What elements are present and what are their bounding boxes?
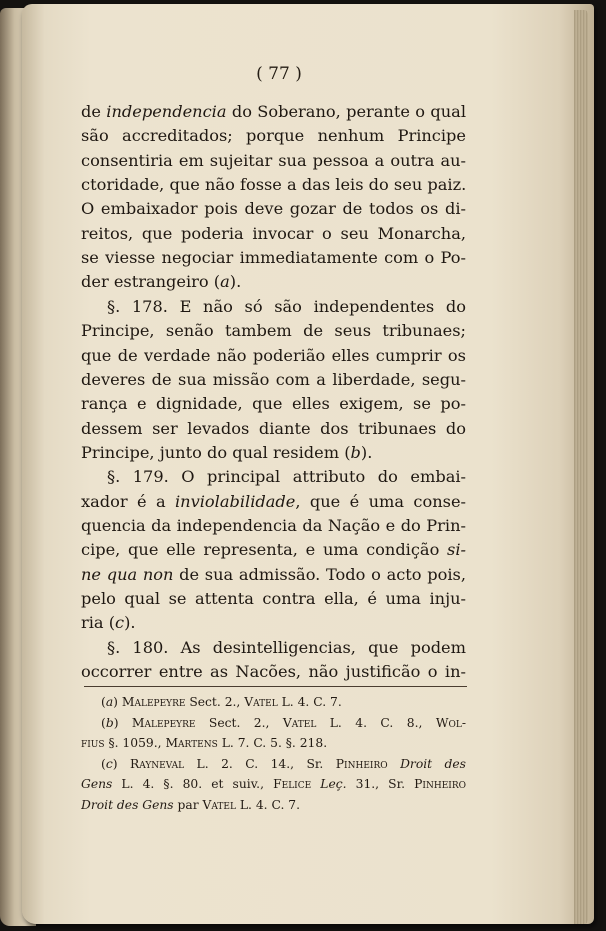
text-run: rança e dignidade, que elles exigem, se po- (81, 394, 466, 414)
text-run: cipe, que elle representa, e uma condição (81, 540, 448, 560)
text-line (81, 514, 466, 538)
page-number: ( 77 ) (256, 64, 302, 84)
text-run: a (220, 272, 230, 292)
text-run: Vatel (282, 715, 317, 730)
text-run: ( (101, 756, 106, 771)
text-run: ( (101, 715, 106, 730)
text-run (388, 757, 400, 771)
text-run: Droit des (400, 756, 466, 771)
text-run: de sua admissão. Todo o acto pois, (173, 564, 466, 584)
text-run: ) (113, 715, 132, 730)
footnote-line (81, 795, 466, 815)
text-line (81, 222, 466, 246)
text-run: L. 4. §. 80. et suiv., (112, 777, 274, 791)
text-run: Gens (81, 777, 113, 791)
text-run: b (350, 442, 361, 462)
text-run: se viesse negociar immediatamente com o Po- (81, 248, 466, 268)
text-run: ). (229, 272, 242, 292)
text-run: par (173, 797, 203, 812)
text-run: xador é a (81, 491, 175, 511)
text-run: deveres de sua missão com a liberdade, segu- (81, 369, 466, 389)
text-run: Vatel (202, 797, 236, 812)
text-run: ) (113, 695, 122, 709)
text-run: Malepeyre (121, 695, 186, 709)
text-run: Sect. 2., (195, 715, 283, 730)
text-line (81, 270, 466, 294)
text-line (81, 490, 466, 514)
text-run: Martens (165, 736, 218, 750)
text-run: Leç. (320, 777, 347, 791)
text-run: ). (360, 442, 373, 462)
text-line (81, 417, 466, 441)
text-run: §. 180. As desintelligencias, que podem (107, 637, 466, 657)
text-run: Felice (273, 777, 312, 791)
text-run: dessem ser levados diante dos tribunaes do (81, 418, 466, 438)
text-line (81, 319, 466, 343)
text-line (81, 392, 466, 416)
page-stack-edge (574, 10, 588, 924)
text-run: L. 2. C. 14., Sr. (184, 756, 336, 771)
text-run: Rayneval (129, 756, 185, 771)
text-run: de (81, 102, 107, 121)
footnote-rule (84, 686, 467, 687)
text-run: ctoridade, que não fosse a das leis do seu paiz. (81, 175, 466, 195)
text-run (311, 777, 320, 791)
text-line (81, 636, 466, 660)
text-run: ria ( (81, 613, 116, 633)
text-line (81, 611, 466, 635)
footnote-line (81, 754, 466, 774)
text-run: são accreditados; porque nenhum Principe (81, 126, 466, 146)
text-line (81, 124, 466, 148)
text-run: a (105, 695, 114, 709)
text-line (81, 149, 466, 173)
text-run: c (115, 613, 125, 633)
text-run: Wol- (435, 715, 466, 730)
text-line (81, 465, 466, 489)
text-run: L. 4. C. 8., (316, 715, 436, 730)
text-run: O embaixador pois deve gozar de todos os di- (81, 199, 466, 219)
text-line (81, 563, 466, 587)
text-run: do Soberano, perante o qual (226, 102, 466, 121)
text-line (81, 197, 466, 221)
text-run: , que é uma conse- (295, 491, 466, 511)
text-run: que de verdade não poderião elles cumprir os (81, 345, 466, 365)
text-run: Sect. 2., (185, 695, 245, 709)
footnote-line (81, 774, 466, 794)
footnote-line (81, 733, 466, 753)
footnote-line (81, 692, 466, 712)
text-run: §. 179. O principal attributo do embai- (107, 467, 466, 487)
text-line (81, 295, 466, 319)
text-run: independencia (106, 102, 227, 121)
text-run: Principe, junto do qual residem ( (81, 442, 351, 462)
text-run: Malepeyre (131, 715, 196, 730)
text-run: quencia da independencia da Nação e do Prin- (81, 515, 466, 535)
text-run: ). (124, 613, 136, 633)
text-run: occorrer entre as Nacões, não justificão o in- (81, 662, 466, 682)
text-run: ne qua non (81, 564, 174, 584)
text-run: §. 178. E não só são independentes do (107, 296, 466, 316)
text-run: fius (81, 736, 105, 750)
text-line (81, 100, 466, 124)
text-run: ) (112, 756, 130, 771)
text-run: L. 7. C. 5. §. 218. (217, 736, 328, 750)
text-run: c (105, 756, 113, 771)
text-line (81, 368, 466, 392)
text-line (81, 344, 466, 368)
text-run: si- (447, 540, 466, 560)
text-line (81, 173, 466, 197)
text-run: Pinheiro (335, 756, 388, 771)
text-run: b (105, 715, 114, 730)
text-run: Pinheiro (414, 777, 466, 791)
text-run: der estrangeiro ( (81, 272, 221, 292)
text-run: §. 1059., (104, 736, 166, 750)
text-run: pelo qual se attenta contra ella, é uma inju- (81, 589, 466, 608)
text-run: L. 4. C. 7. (277, 695, 342, 709)
text-line (81, 587, 466, 611)
text-run: 31., Sr. (346, 777, 415, 791)
text-run: inviolabilidade (175, 491, 296, 511)
footnote-line (81, 713, 466, 733)
text-run: consentiria em sujeitar sua pessoa a outra au- (81, 150, 466, 170)
text-line (81, 246, 466, 270)
text-run: L. 4. C. 7. (235, 797, 301, 812)
text-run: ( (101, 695, 106, 709)
text-run: Droit des Gens (81, 797, 174, 812)
text-line (81, 441, 466, 465)
text-run: Vatel (244, 695, 278, 709)
text-run: reitos, que poderia invocar o seu Monarcha, (81, 223, 466, 243)
text-line (81, 660, 466, 684)
text-run: Principe, senão tambem de seus tribunaes; (81, 321, 466, 341)
text-line (81, 538, 466, 562)
